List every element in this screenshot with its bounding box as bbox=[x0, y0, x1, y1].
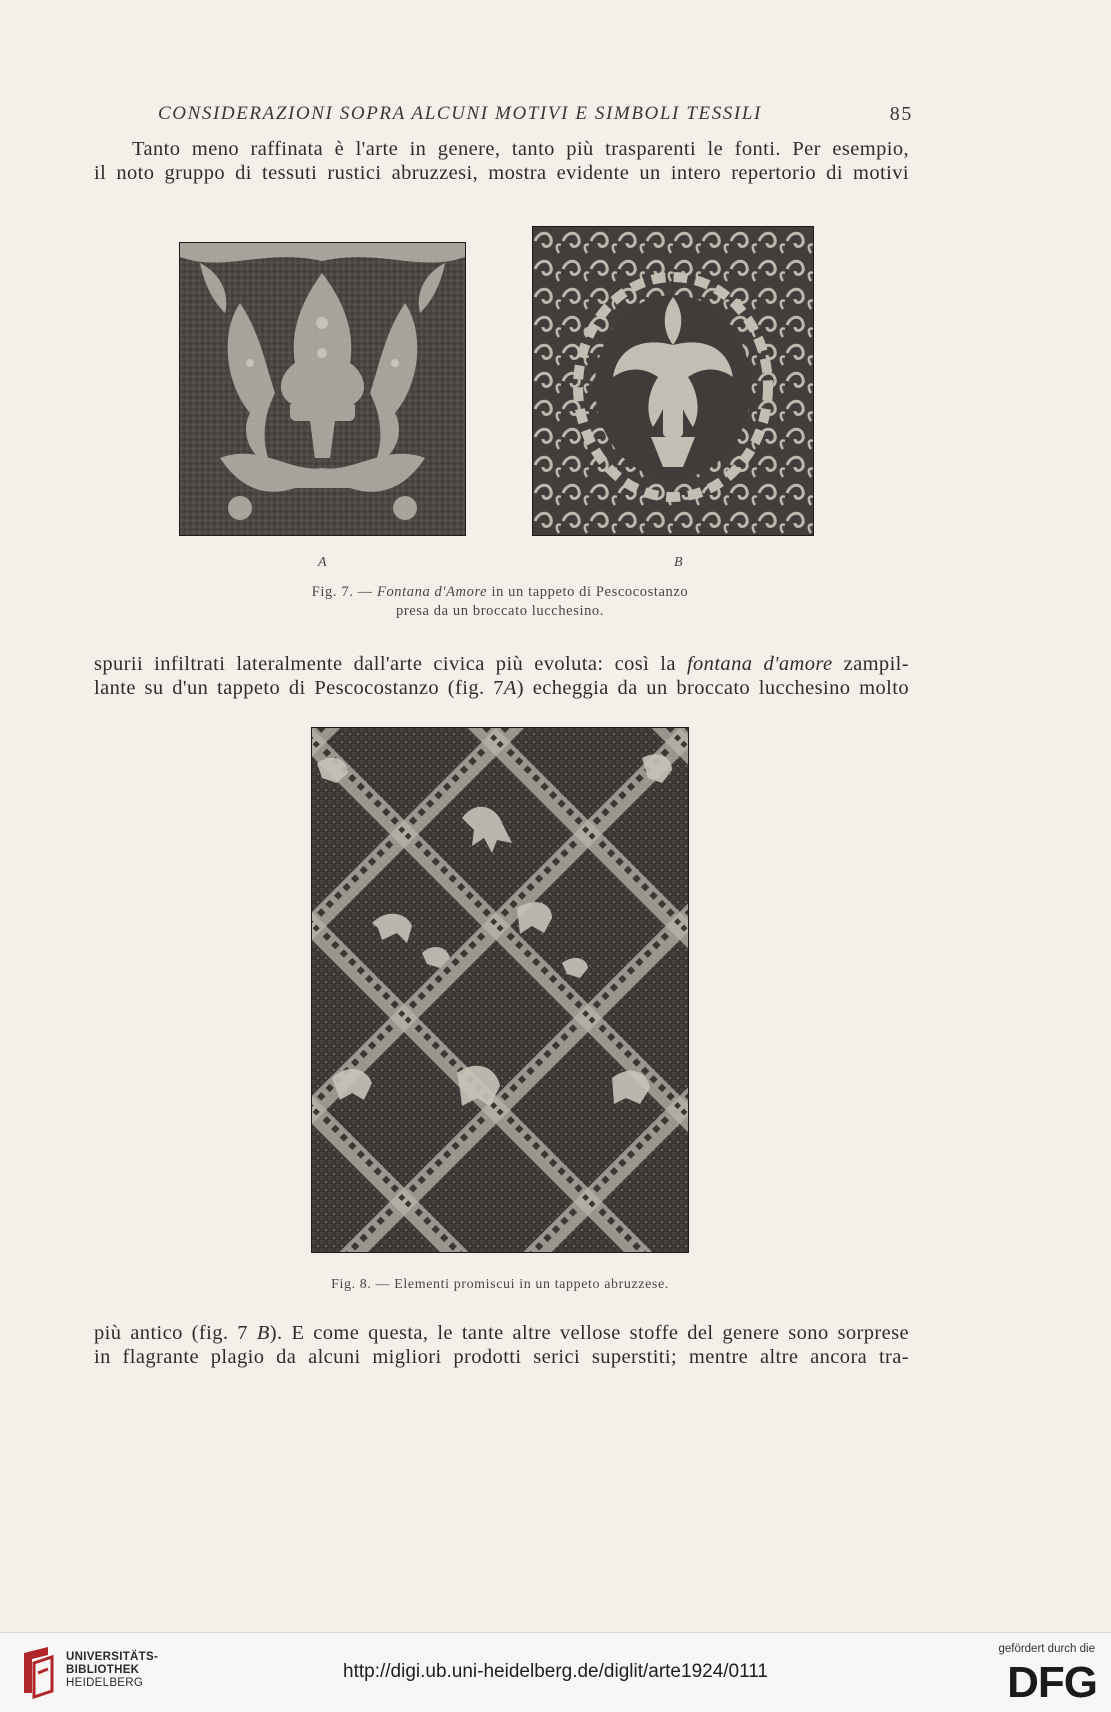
paragraph-2-italic-a: A bbox=[503, 677, 517, 699]
paragraph-3-italic-b: B bbox=[256, 1322, 270, 1344]
figure-7b-label: B bbox=[674, 555, 683, 570]
figure-7-caption-line-2: presa da un broccato lucchesino. bbox=[395, 603, 605, 619]
page-number: 85 bbox=[889, 103, 913, 125]
paragraph-2-line-1 bbox=[94, 652, 909, 676]
paragraph-2-line-2 bbox=[94, 676, 909, 700]
paragraph-3 bbox=[94, 1321, 909, 1369]
brocade-textile-photo bbox=[533, 227, 813, 535]
figure-8-image bbox=[312, 728, 688, 1252]
figure-7-caption-rest: in un tappeto di Pescocostanzo bbox=[491, 584, 689, 600]
paragraph-2-line-1-end: zampil- bbox=[843, 653, 909, 675]
figure-7-caption-prefix: Fig. 7. — bbox=[311, 584, 373, 600]
library-name-line-3: HEIDELBERG bbox=[66, 1677, 144, 1689]
lattice-carpet-photo bbox=[312, 728, 688, 1252]
figure-7b-image bbox=[533, 227, 813, 535]
paragraph-3-line-1 bbox=[94, 1321, 909, 1345]
paragraph-1-line-2: il noto gruppo di tessuti rustici abruzzesi, mostra evidente un intero repertorio di motivi bbox=[94, 162, 909, 184]
dfg-logo: DFG bbox=[1007, 1658, 1097, 1707]
paragraph-3-line-2: in flagrante plagio da alcuni migliori prodotti serici superstiti; mentre altre ancora tra- bbox=[94, 1346, 909, 1368]
library-name-line-1: UNIVERSITÄTS- bbox=[66, 1651, 159, 1663]
paragraph-1-line-1: Tanto meno raffinata è l'arte in genere, tanto più trasparenti le fonti. Per esempio, bbox=[132, 138, 909, 160]
library-name-line-2: BIBLIOTHEK bbox=[66, 1664, 140, 1676]
figure-7a-image bbox=[180, 243, 465, 535]
paragraph-2-line-2-end: ) echeggia da un broccato lucchesino molto bbox=[516, 677, 909, 699]
paragraph-3-line-1-end: ). E come questa, le tante altre vellose stoffe del genere sono sorprese bbox=[269, 1322, 909, 1344]
source-url-link[interactable]: http://digi.ub.uni-heidelberg.de/diglit/arte1924/0111 bbox=[343, 1661, 768, 1682]
running-head-title: CONSIDERAZIONI SOPRA ALCUNI MOTIVI E SIMBOLI TESSILI bbox=[158, 103, 762, 124]
paragraph-2 bbox=[94, 652, 909, 700]
funded-by-note: gefördert durch die bbox=[998, 1643, 1095, 1655]
paragraph-2-line-1-start: spurii infiltrati lateralmente dall'arte civica più evoluta: così la bbox=[94, 653, 676, 675]
fountain-textile-photo bbox=[180, 243, 465, 535]
paragraph-1 bbox=[94, 137, 909, 185]
paragraph-2-italic-fontana: fontana d'amore bbox=[686, 653, 833, 675]
figure-7-caption-italic: Fontana d'Amore bbox=[376, 584, 488, 600]
figure-8-caption: Fig. 8. — Elementi promiscui in un tappeto abruzzese. bbox=[331, 1277, 669, 1292]
paragraph-2-line-2-start: lante su d'un tappeto di Pescocostanzo (fig. 7 bbox=[94, 677, 504, 699]
figure-7a-label: A bbox=[318, 555, 327, 570]
paragraph-3-line-1-start: più antico (fig. 7 bbox=[94, 1322, 248, 1344]
footer-banner bbox=[0, 1632, 1111, 1712]
figure-7-caption bbox=[220, 583, 780, 621]
